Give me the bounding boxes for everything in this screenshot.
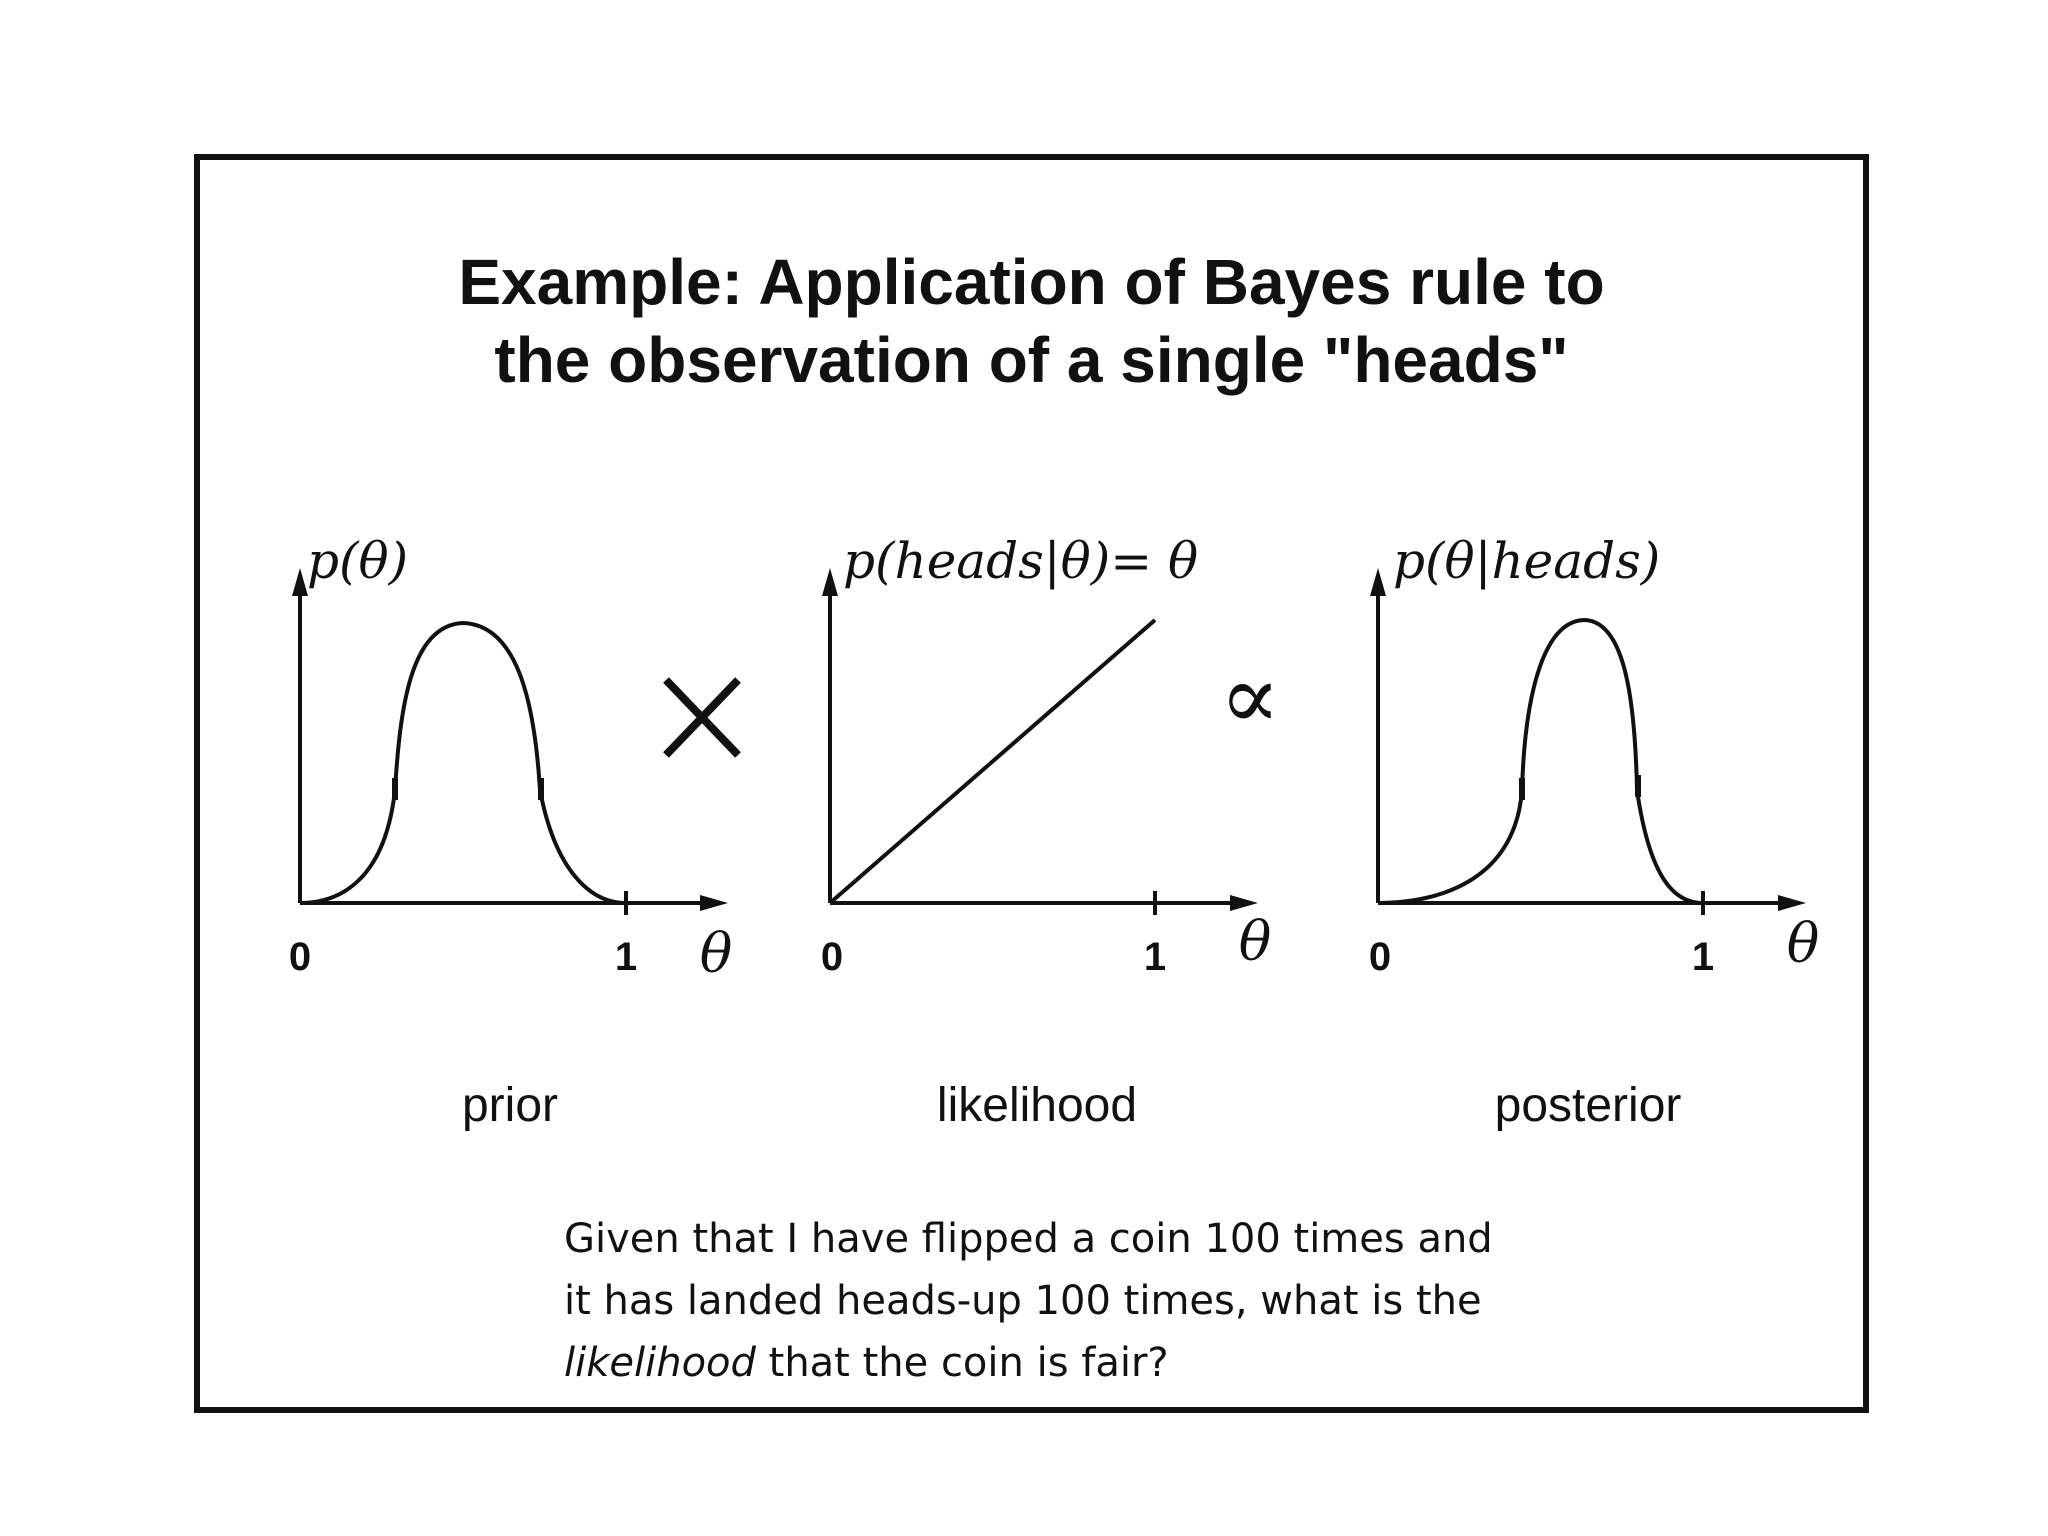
- prior-panel: [289, 532, 732, 985]
- question-line-1: Given that I have flipped a coin 100 times and: [564, 1216, 1493, 1262]
- likelihood-x-arrowhead: [1230, 895, 1258, 911]
- posterior-y-arrowhead: [1370, 568, 1386, 596]
- prior-xlabel: θ: [699, 922, 733, 985]
- posterior-xlabel: θ: [1786, 912, 1820, 975]
- posterior-caption: posterior: [1494, 1079, 1682, 1132]
- title-line-1: Example: Application of Bayes rule to: [458, 246, 1605, 318]
- question-line-2: it has landed heads-up 100 times, what is the: [564, 1278, 1482, 1324]
- posterior-tick-0-label: 0: [1368, 935, 1392, 979]
- prior-y-arrowhead: [292, 568, 308, 596]
- times-operator: [666, 680, 738, 755]
- posterior-x-arrowhead: [1778, 895, 1806, 911]
- posterior-tick-1-label: 1: [1691, 935, 1715, 979]
- prior-caption: prior: [461, 1079, 559, 1132]
- likelihood-y-arrowhead: [822, 568, 838, 596]
- likelihood-tick-1-label: 1: [1143, 935, 1167, 979]
- prior-tick-1-label: 1: [614, 935, 638, 979]
- prior-x-arrowhead: [700, 895, 728, 911]
- question-line-3-rest: that the coin is fair?: [755, 1340, 1169, 1386]
- prior-ylabel: p(θ): [307, 532, 409, 590]
- question-emphasis: likelihood: [564, 1340, 756, 1386]
- prior-curve: [300, 623, 626, 903]
- likelihood-panel: [821, 532, 1271, 979]
- likelihood-caption: likelihood: [936, 1079, 1138, 1132]
- posterior-panel: [1369, 532, 1819, 979]
- posterior-curve: [1378, 620, 1703, 903]
- question-text: [564, 1208, 1664, 1394]
- prior-tick-0-label: 0: [288, 935, 312, 979]
- title-line-2: the observation of a single "heads": [494, 324, 1569, 396]
- posterior-ylabel: p(θ|heads): [1393, 532, 1661, 590]
- question-line-3: [564, 1332, 1664, 1394]
- likelihood-xlabel: θ: [1238, 910, 1272, 973]
- likelihood-ylabel: p(heads|θ)= θ: [843, 532, 1199, 590]
- proportional-operator: ∝: [1219, 645, 1281, 750]
- likelihood-tick-0-label: 0: [820, 935, 844, 979]
- likelihood-curve: [830, 620, 1155, 903]
